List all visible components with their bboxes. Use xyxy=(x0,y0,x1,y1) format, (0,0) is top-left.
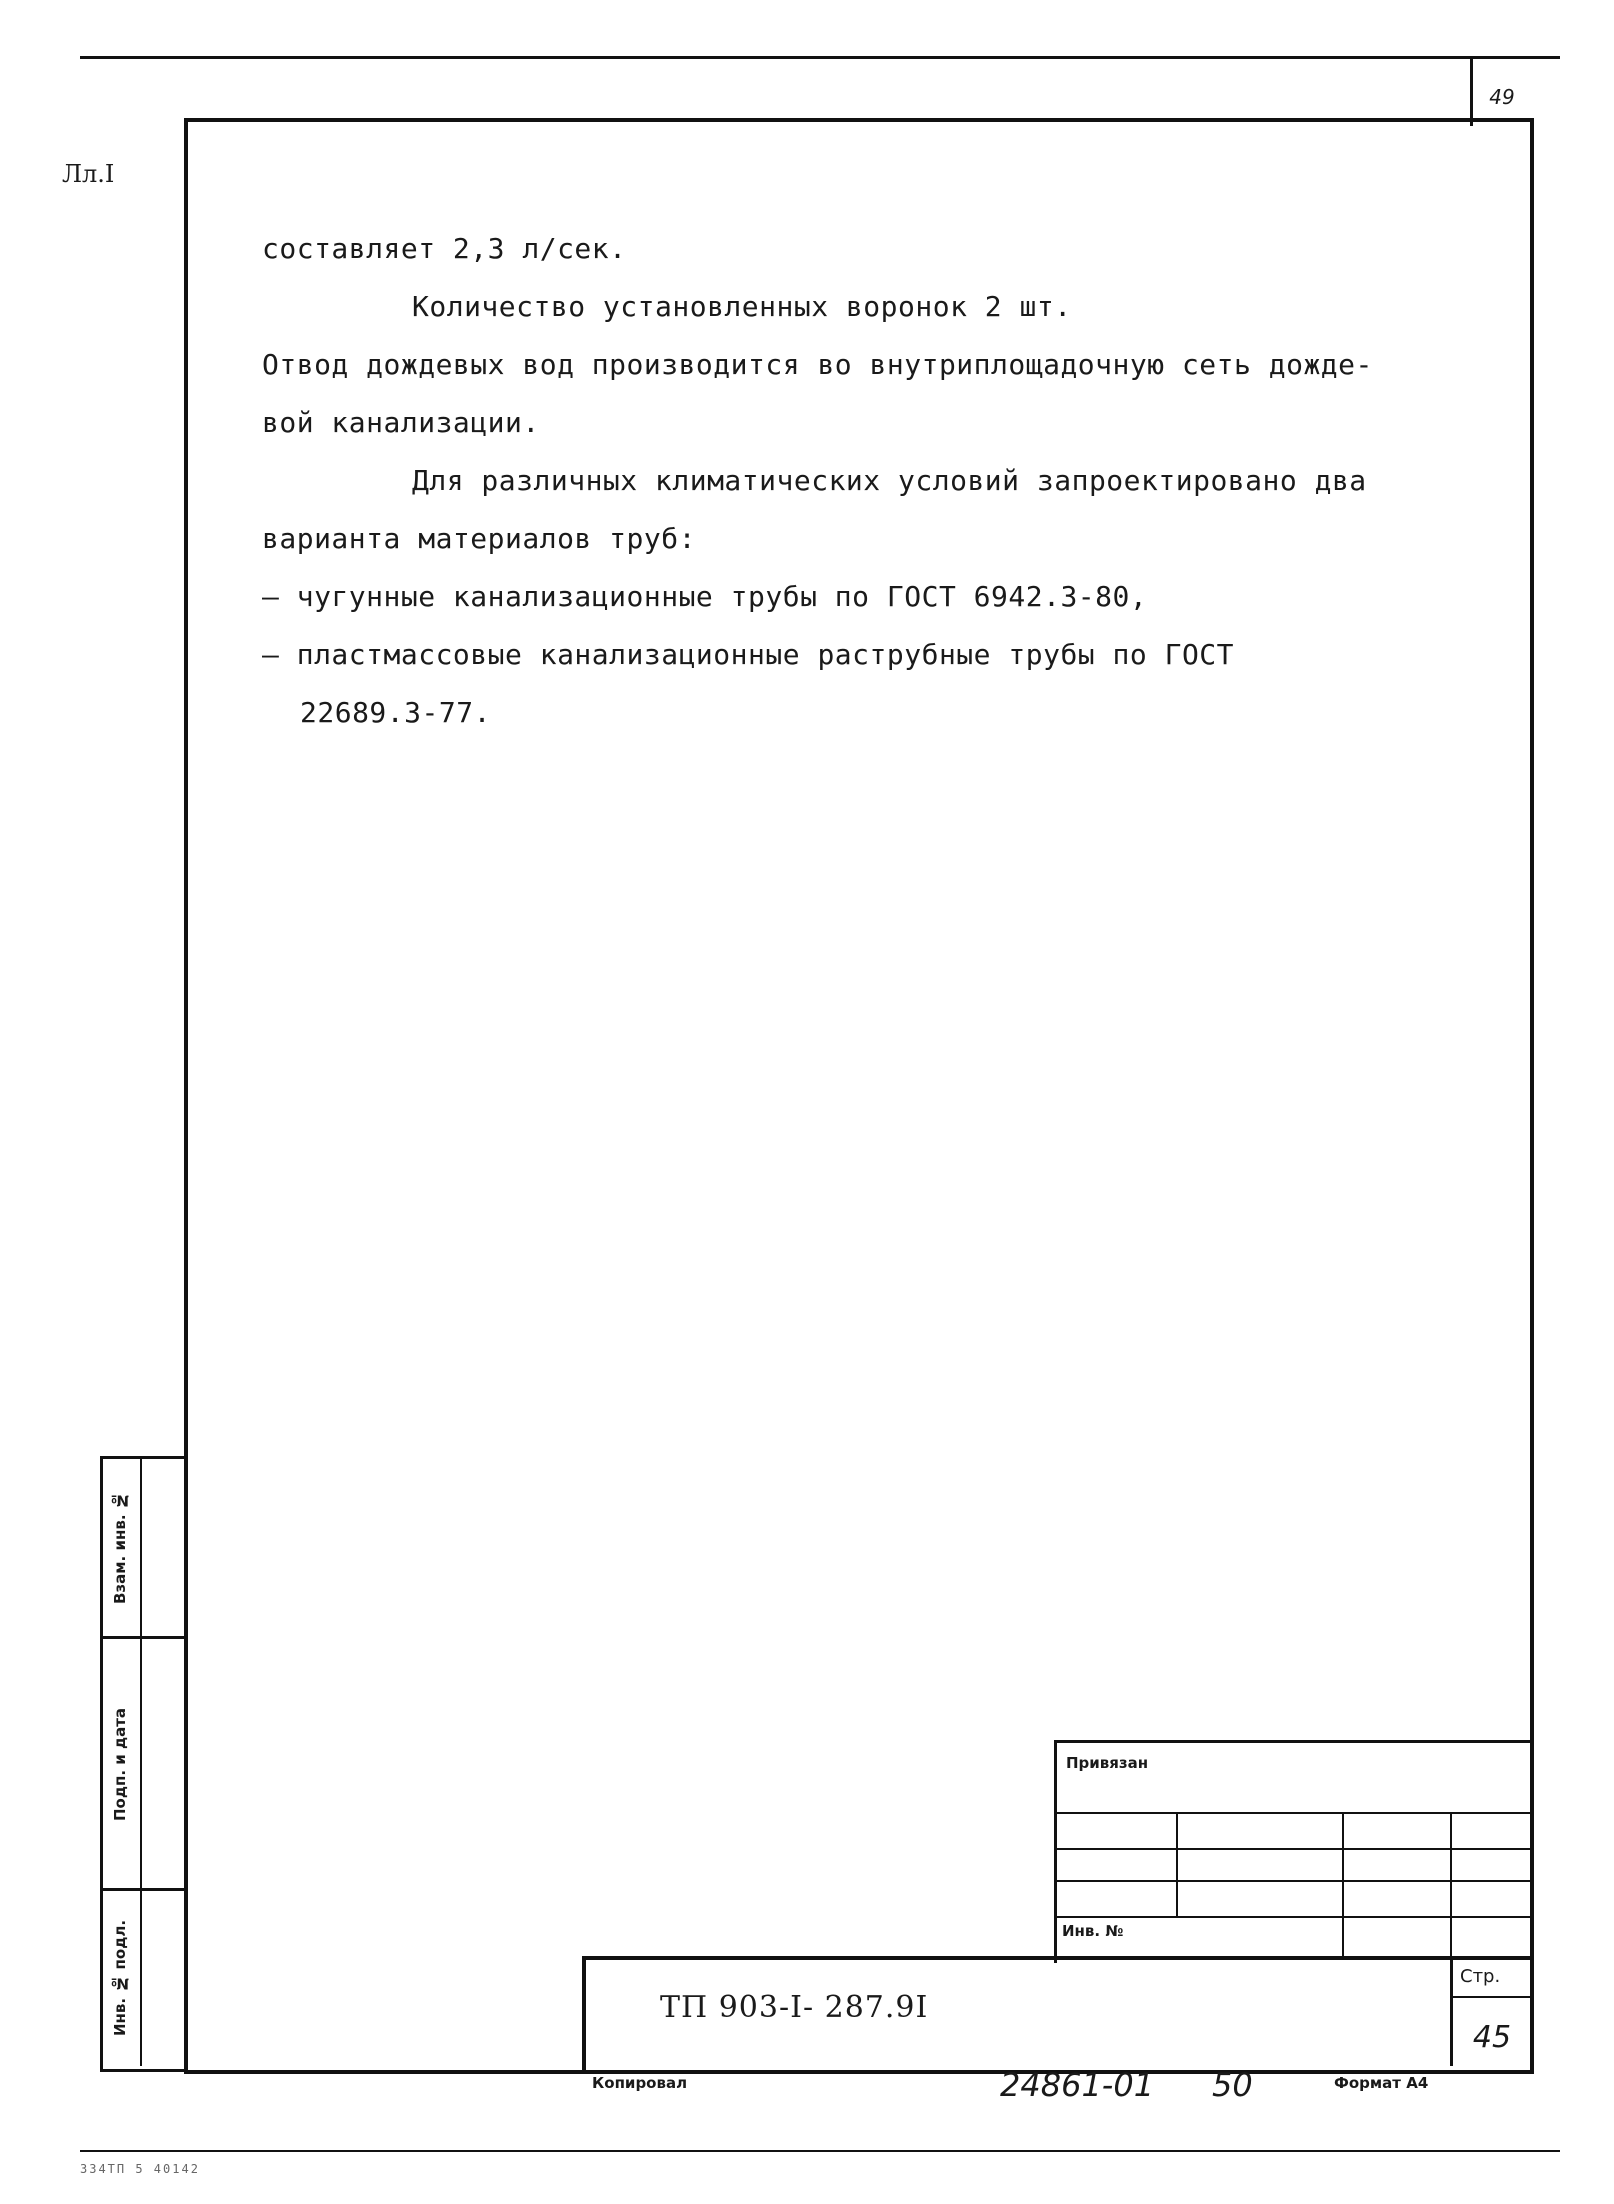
paragraph-line: вой канализации. xyxy=(262,406,540,439)
paragraph-line: – чугунные канализационные трубы по ГОСТ 6942.3-80, xyxy=(262,580,1148,613)
podp-data-label: Подп. и дата xyxy=(111,1707,129,1821)
paragraph-line: Для различных климатических условий запроектировано два xyxy=(412,464,1367,497)
paragraph-line: Отвод дождевых вод производится во внутриплощадочную сеть дожде- xyxy=(262,348,1373,381)
inv-podl-label: Инв. № подл. xyxy=(111,1919,129,2037)
top-rule xyxy=(80,56,1560,59)
privyazan-row-2 xyxy=(1054,1848,1530,1850)
format-label: Формат А4 xyxy=(1334,2074,1429,2092)
privyazan-col-2 xyxy=(1342,1812,1344,1960)
paragraph-line: 22689.3-77. xyxy=(300,696,491,729)
paragraph-line: варианта материалов труб: xyxy=(262,522,696,555)
top-page-number: 49 xyxy=(1489,85,1515,109)
privyazan-col-1 xyxy=(1176,1812,1178,1916)
privyazan-col-3 xyxy=(1450,1812,1452,1960)
page-number: 45 xyxy=(1472,2020,1512,2055)
privyazan-row-4 xyxy=(1054,1916,1530,1918)
vzam-inv-label: Взам. инв. № xyxy=(111,1491,129,1605)
privyazan-row-1 xyxy=(1054,1812,1530,1814)
body-text xyxy=(262,220,1492,742)
title-block-page-row xyxy=(1450,1996,1530,1998)
side-stamp-row-2 xyxy=(100,1888,184,1891)
side-stamp-row-1 xyxy=(100,1636,184,1639)
privyazan-row-3 xyxy=(1054,1880,1530,1882)
privyazan-block xyxy=(1054,1740,1533,1963)
paragraph-line: Количество установленных воронок 2 шт. xyxy=(412,290,1072,323)
paragraph-line: – пластмассовые канализационные раструбные трубы по ГОСТ xyxy=(262,638,1235,671)
page-label: Стр. xyxy=(1460,1966,1501,1987)
inv-no-label: Инв. № xyxy=(1062,1922,1124,1940)
side-stamp-divider xyxy=(140,1456,142,2066)
privyazan-label: Привязан xyxy=(1066,1754,1149,1772)
bottom-rule xyxy=(80,2150,1560,2152)
paragraph-line: составляет 2,3 л/сек. xyxy=(262,232,627,265)
sheet-label: Лл.I xyxy=(62,160,115,188)
bottom-stamp: ЗЗ4ТП 5 40142 xyxy=(80,2162,200,2176)
order-number: 24861-01 xyxy=(1000,2066,1155,2104)
sheet-count: 50 xyxy=(1212,2066,1253,2104)
kopiroval-label: Копировал xyxy=(592,2074,688,2092)
doc-code: ТП 903-I- 287.9I xyxy=(660,1990,929,2025)
